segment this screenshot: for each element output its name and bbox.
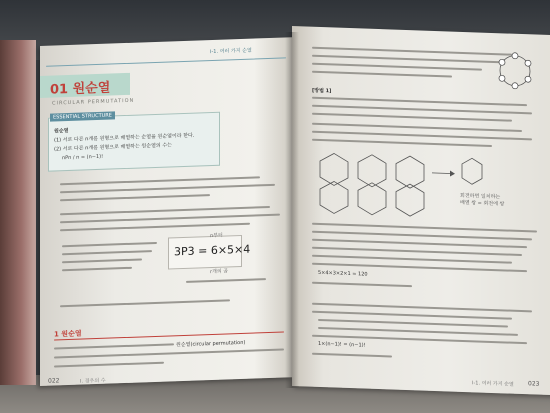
text-line [312,353,392,358]
method-label: [방법 1] [312,87,332,95]
formula-line-1: 5×4×3×2×1 = 120 [318,269,368,278]
body-highlight: 원순열(circular permutation) [176,339,246,349]
text-line [60,176,260,185]
text-line [60,223,250,232]
text-line [312,97,527,107]
formula-line [62,250,152,255]
section-rule [54,331,284,340]
text-line [312,113,512,122]
text-line [312,71,452,78]
text-line [312,239,527,249]
text-line [186,278,266,282]
text-line [312,247,522,256]
left-page-number: 022 [48,377,60,385]
text-line [312,123,522,132]
text-line [54,362,164,368]
text-line [60,299,230,307]
right-page-number: 023 [528,380,540,388]
text-line [60,194,210,201]
left-footer-label: Ⅰ. 경우의 수 [80,377,106,385]
right-footer-label: Ⅰ-1. 여러 가지 순열 [472,380,514,388]
diagram-caption-1: 회전하면 일치하는 [460,192,501,201]
left-header-tag: Ⅰ-1. 여러 가지 순열 [210,47,252,56]
diagram-caption-2: 배열 쌍 = 회전에 쌍 [460,199,505,208]
header-rule [46,57,286,66]
book-gutter [285,32,299,388]
formula-note-bottom: r개의 곱 [210,268,229,276]
text-line [60,206,270,215]
section-heading: 1 원순열 [54,329,82,339]
formula-main: 3P3 = 6×5×4 [174,242,251,259]
formula-note-top: n부터 [210,232,223,240]
box-line-1: 원순열 [54,128,69,135]
text-line [60,184,275,194]
text-line [312,63,482,71]
circle-arrangement-diagram [492,47,538,95]
text-line [318,327,518,336]
text-line [312,55,502,64]
formula-line [62,242,157,247]
chapter-subtitle: CIRCULAR PERMUTATION [52,97,135,107]
text-line [54,348,284,358]
right-page [292,26,550,395]
text-line [318,319,508,328]
formula-line-3: 1×(n−1)! = (n−1)! [318,340,366,349]
formula-line [62,258,142,262]
box-line-3: (2) 서로 다른 n개를 원형으로 배열하는 원순열의 수는 [54,142,172,153]
box-formula: nPn / n = (n−1)! [62,153,104,162]
formula-line [62,267,132,271]
text-line [312,47,512,56]
text-line [54,343,174,349]
left-page [40,37,292,386]
text-line [312,282,412,287]
text-line [312,311,512,320]
chapter-title: 01 원순열 [50,80,111,98]
hexagon-rotation-diagram-row2 [314,177,434,221]
book-spread [30,18,550,388]
essential-tag: ESSENTIAL STRUCTURE [50,111,115,121]
text-line [312,255,512,264]
text-line [312,139,492,147]
box-line-2: (1) 서로 다른 n개를 원형으로 배열하는 순열을 원순열이라 한다. [54,132,195,144]
